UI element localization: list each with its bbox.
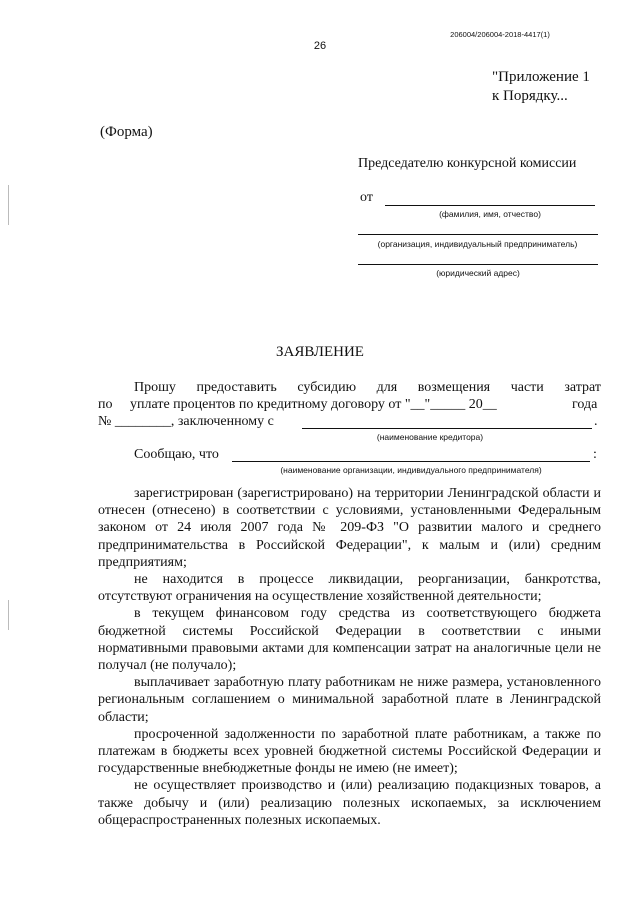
- organization-name-caption: (наименование организации, индивидуального предпринимателя): [280, 465, 542, 475]
- recipient-line: Председателю конкурсной комиссии: [358, 156, 577, 171]
- request-line-2-year: года: [572, 397, 598, 412]
- appendix-line-2: к Порядку...: [492, 88, 568, 104]
- request-line-3-end: .: [594, 414, 598, 429]
- organization-caption: (организация, индивидуальный предприниматель): [377, 239, 578, 249]
- report-text: Сообщаю, что: [134, 447, 219, 462]
- statement-no-arrears: просроченной задолженности по заработной плате работникам, а также по платежам в бюджеты всех уровней бюджетной системы Российской Федерации и государственные внебюджетные фонды не имею (не имеет);: [98, 726, 601, 777]
- document-id: 206004/206004-2018-4417(1): [450, 30, 550, 39]
- appendix-note: [492, 68, 590, 106]
- organization-name-fill-line[interactable]: [232, 461, 590, 462]
- fio-fill-line[interactable]: [385, 205, 595, 206]
- form-label: (Форма): [100, 124, 153, 140]
- statement-not-liquidated: не находится в процессе ликвидации, реорганизации, банкротства, отсутствуют ограничения на осуществление хозяйственной деятельности;: [98, 572, 601, 605]
- request-word: предоставить: [196, 380, 277, 395]
- request-word: субсидию: [297, 380, 357, 395]
- request-word: затрат: [564, 380, 601, 395]
- statement-wages: выплачивает заработную плату работникам не ниже размера, установленного региональным соглашением о минимальной заработной плате в Ленинградской области;: [98, 675, 601, 725]
- request-word: возмещения: [417, 380, 491, 395]
- request-line-3-text: № ________, заключенному с: [98, 414, 274, 429]
- statements-list: [98, 485, 601, 829]
- appendix-line-1: "Приложение 1: [492, 69, 590, 85]
- statement-no-other-funds: в текущем финансовом году средства из соответствующего бюджета бюджетной системы Российской Федерации в соответствии с иными нормативными правовыми актами для компенсации затрат на аналогичные цели не получал (не получало);: [98, 606, 601, 674]
- statement-registered: зарегистрирован (зарегистрировано) на территории Ленинградской области и отнесен (отнесено) в соответствии с условиями, установленными Федеральным законом от 24 июля 2007 года № 209-ФЗ "О развитии малого и среднего предпринимательства в Российской Федерации", к малым и (или) средним предприятиям;: [98, 486, 601, 570]
- address-caption: (юридический адрес): [436, 268, 520, 278]
- scan-edge-mark: [8, 185, 9, 225]
- address-fill-line[interactable]: [358, 264, 598, 265]
- request-line-2-po: по: [98, 397, 113, 412]
- request-word: Прошу: [134, 380, 176, 395]
- statement-no-excise: не осуществляет производство и (или) реализацию подакцизных товаров, а также добычу и (или) реализацию полезных ископаемых, за исключением общераспространенных полезных ископаемых.: [98, 778, 601, 828]
- scan-edge-mark: [8, 600, 9, 630]
- document-title: ЗАЯВЛЕНИЕ: [276, 344, 364, 360]
- page-number: 26: [313, 40, 327, 52]
- request-line-2-text: уплате процентов по кредитному договору от "__"_____ 20__: [130, 397, 497, 412]
- report-end: :: [593, 447, 597, 462]
- creditor-fill-line[interactable]: [302, 428, 592, 429]
- creditor-caption: (наименование кредитора): [376, 432, 484, 442]
- from-prefix: от: [360, 190, 373, 205]
- organization-fill-line[interactable]: [358, 234, 598, 235]
- request-word: для: [376, 380, 398, 395]
- request-word: части: [510, 380, 544, 395]
- request-line-1: [134, 380, 601, 396]
- fio-caption: (фамилия, имя, отчество): [439, 209, 541, 219]
